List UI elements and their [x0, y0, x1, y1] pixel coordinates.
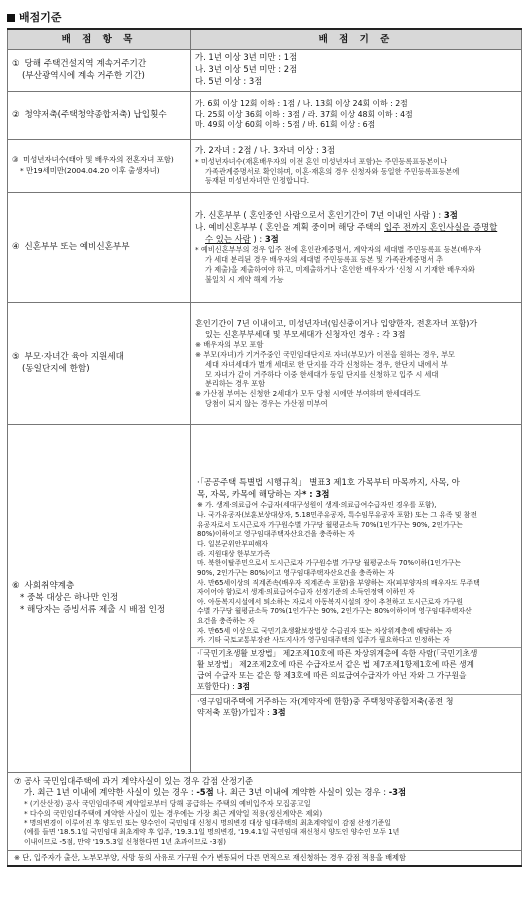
points-value: * : 3점 [301, 489, 330, 500]
item-cell [8, 302, 191, 424]
item-sublabel: (동일단지에 한함) [22, 364, 90, 374]
header-criteria: 배 점 기 준 [191, 29, 522, 49]
item-label: 미성년자녀수(태아 및 배우자의 전혼자녀 포함) [23, 154, 174, 164]
item-cell [8, 91, 191, 139]
vulnerable-group-subtable [191, 476, 521, 719]
item-cell [8, 139, 191, 192]
points-value: 3점 [264, 233, 279, 244]
criteria-line: 혼인기간이 7년 이내이고, 미성년자녀(임신중이거나 입양한자, 전혼자녀 포함)가 [195, 317, 478, 328]
item-number: ② [12, 109, 20, 120]
criteria-underlined: 입주 전까지 혼인사실을 증명할 [384, 221, 498, 232]
criteria-line: ·「국민기초생활 보장법」 제2조제10호에 따른 차상위계층에 속한 사람(「국민기초생 [197, 649, 478, 659]
criteria-line: 다. 25회 이상 36회 이하 : 3점 / 라. 37회 이상 48회 이하 : 4점 [195, 109, 413, 119]
criteria-note: 당첨이 되지 않는 경우는 가산점 미부여 [205, 398, 328, 408]
criteria-note: 요건을 충족하는 자 [197, 617, 255, 626]
points-value: 3점 [237, 681, 250, 691]
item-label: 당해 주택건설지역 계속거주기간 [24, 58, 147, 69]
criteria-note: 마. 북한이탈주민으로서 도시근로자 가구원수별 가구당 월평균소득 70%이하(1인가구는 [197, 559, 462, 568]
deduction-cell [8, 772, 522, 850]
criteria-note: 자이어야 함)로서 생계·의료급여수급자 선정기준의 소득인정액 이하인 자 [197, 588, 415, 597]
table-row [8, 192, 522, 302]
table-row [8, 139, 522, 192]
item-number: ⑥ [12, 580, 20, 591]
criteria-line: 다. 5년 이상 : 3점 [195, 75, 263, 86]
square-bullet-icon [7, 14, 15, 22]
section-heading [7, 8, 521, 28]
criteria-note: 다. 일본군위안부피해자 [197, 539, 268, 548]
criteria-note: * 예비신혼부부의 경우 입주 전에 혼인관계증명서, 계약자의 세대별 주민등록표 등본(배우자 [195, 245, 482, 255]
criteria-note: 가 세대 분리된 경우 배우자의 세대별 주민등록표 등본 및 가족관계증명서 추 [205, 255, 444, 265]
header-item: 배 점 항 목 [8, 29, 191, 49]
criteria-note: * (기산산정) 공사 국민임대주택 계약일로부터 당해 공급하는 주택의 예비입주자 모집공고일 [24, 799, 311, 809]
criteria-note: * 다수의 국민임대주택에 계약한 사실이 있는 경우에는 가장 최근 계약일 적용(정신계약은 제외) [24, 809, 323, 819]
criteria-line: 급여 수급자 또는 같은 항 제3호에 따른 의료급여수급자가 아닌 자와 그 가구원을 [197, 670, 467, 680]
criteria-cell [191, 192, 522, 302]
criteria-note: 불일치 시 계약 해제 가능 [205, 274, 284, 284]
criteria-note: * 미성년자녀수(재혼배우자의 이전 혼인 미성년자녀 포함)는 주민등록표등본이나 [195, 156, 448, 166]
criteria-line: 나. 3년 이상 5년 미만 : 2점 [195, 64, 298, 75]
criteria-note: 사. 만65세이상의 직계존속(배우자 직계존속 포함)을 부양하는 자(피부양자의 배우자도 무주택 [197, 578, 480, 587]
criteria-note: ※ 가산점 부여는 신청한 2세대가 모두 당첨 시에만 부여하며 한세대라도 [195, 389, 421, 399]
item-note: * 만19세미만(2004.04.20 이후 출생자녀) [20, 165, 160, 175]
section-heading-text: 배점기준 [19, 11, 62, 25]
criteria-note: 모 자녀가 같이 거주하다 이중 한세대가 동일 단지를 신청하고 입주 시 세대 [205, 369, 439, 379]
item-number: ③ [12, 154, 19, 164]
item-note: * 중복 대상은 하나만 인정 [20, 592, 119, 603]
item-number: ① [12, 58, 20, 69]
points-value: -3점 [388, 787, 407, 798]
criteria-underlined: 수 있는 사람 [205, 233, 251, 244]
criteria-line: 포함한다) : [197, 681, 238, 691]
table-row [8, 850, 522, 866]
subsection [191, 648, 521, 695]
item-label: 사회취약계층 [24, 580, 75, 591]
criteria-cell [191, 49, 522, 91]
criteria-note: (예를 들면 '18.5.1일 국민임대 최초계약 후 입주, '19.3.1일 명의변경, '19.4.1일 국민임대 재신청시 양도인 양수인 모두 1년 [24, 828, 400, 837]
item-cell [8, 192, 191, 302]
table-header-row [8, 29, 522, 49]
criteria-note: 수별 가구당 월평균소득 70%(1인가구는 90%, 2인가구는 80%이하이며 영구임대주택자산 [197, 607, 472, 616]
criteria-line: ) : [250, 233, 265, 244]
footnote: ※ 단, 입주자가 출산, 노부모부양, 사망 등의 사유로 가구원 수가 변동되어 다른 면적으로 재신청하는 경우 감점 적용을 배제함 [14, 852, 406, 862]
criteria-line: 가. 신혼부부 ( 혼인중인 사람으로서 혼인기간이 7년 이내인 사람 ) : [195, 209, 444, 220]
item-number: ⑤ [12, 351, 20, 362]
criteria-cell [191, 424, 522, 772]
criteria-note: 유공자로서 도시근로자 가구원수별 가구당 월평균소득 70%(1인가구는 90%, 2인가구는 [197, 520, 463, 529]
criteria-note: 가 제출)을 제출하여야 하고, 미제출하거나 '혼인한 배우자'가 '신청 시 기재한 배우자와 [205, 264, 475, 274]
item-number: ④ [12, 241, 20, 252]
subsection-heading: ·「공공주택 특별법 시행규칙」 별표3 제1호 가목부터 마목까지, 사목, 아 [197, 477, 460, 488]
criteria-cell [191, 302, 522, 424]
table-row [8, 424, 522, 772]
table-row [8, 49, 522, 91]
criteria-note: ※ 배우자의 부모 포함 [195, 340, 264, 350]
item-cell [8, 49, 191, 91]
points-value: 3점 [443, 209, 458, 220]
criteria-line: 약저축 포함)가입자 : [197, 708, 273, 718]
criteria-line: 나. 최근 3년 이내에 계약한 사실이 있는 경우 : [213, 787, 389, 798]
criteria-note: 나. 국가유공자(보훈보상대상자, 5.18민주유공자, 특수임무유공자 포함) 또는 그 유족 및 참전 [197, 510, 477, 519]
criteria-line: 있는 신혼부부세대 및 부모세대가 신청자인 경우 : 각 3점 [205, 328, 406, 339]
criteria-note: 이내이므로 -5점, 만약 '19.5.3일 신청한다면 1년 초과이므로 -3점) [24, 838, 226, 847]
criteria-line: 가. 6회 이상 12회 이하 : 1점 / 나. 13회 이상 24회 이하 : 2점 [195, 98, 408, 108]
table-row [8, 772, 522, 850]
points-value: -5점 [196, 787, 214, 798]
footnote-cell [8, 850, 522, 866]
criteria-cell [191, 91, 522, 139]
criteria-line: 나. 예비신혼부부 ( 혼인을 계획 중이며 해당 주택의 [195, 221, 385, 232]
subsection [191, 694, 521, 719]
criteria-note: 가족관계증명서로 확인하며, 이혼·재혼의 경우 신청자와 동일한 주민등록표등본에 [205, 166, 460, 176]
item-label: 신혼부부 또는 예비신혼부부 [24, 241, 130, 252]
subsection-heading: 목, 자목, 카목에 해당하는 자 [197, 489, 302, 500]
item-cell [8, 424, 191, 772]
criteria-note: 자. 만65세 이상으로 국민기초생활보장법상 수급권자 또는 차상위계층에 해당하는 자 [197, 626, 452, 635]
criteria-line: 활 보장법」 제2조제2호에 따른 수급자로서 같은 법 제7조제1항제1호에 따른 생계 [197, 660, 474, 670]
criteria-note: 라. 지원대상 한부모가족 [197, 549, 271, 558]
criteria-note: 아. 아동복지시설에서 퇴소하는 자로서 아동복지시설의 장이 추천하고 도시근로자 가구원 [197, 597, 463, 606]
criteria-note: ※ 부모(자녀)가 기거주중인 국민임대단지로 자녀(부모)가 이전을 원하는 경우, 부모 [195, 350, 455, 360]
criteria-line: 가. 최근 1년 이내에 계약한 사실이 있는 경우 : [24, 787, 197, 798]
points-value: 3점 [272, 708, 286, 718]
criteria-line: 마. 49회 이상 60회 이하 : 5점 / 바. 61회 이상 : 6점 [195, 120, 376, 130]
criteria-note: ※ 가. 생계·의료급여 수급자(세대구성원이 생계·의료급여수급자인 경우를 포함), [197, 501, 437, 510]
criteria-note: 80%)이하이고 영구임대주택자산요건을 충족하는 자 [197, 530, 355, 539]
item-sublabel: (부산광역시에 계속 거주한 기간) [22, 71, 145, 81]
criteria-note: 세대 자녀세대가 별개 세대로 한 단지를 각각 신청하는 경우, 한단지 내에서 부 [205, 359, 448, 369]
criteria-note: 카. 기타 국토교통부장관 사도지사가 영구임대주택의 입주가 필요하다고 인정하는 자 [197, 636, 450, 645]
criteria-cell [191, 139, 522, 192]
criteria-note: * 명의변경이 이루어진 후 양도인 또는 양수인이 국민임대 신청시 명의변경 대상 임대주택의 최초계약일이 감점 산정기준일 [24, 818, 391, 827]
table-row [8, 302, 522, 424]
scoring-table [7, 28, 522, 867]
subsection [191, 476, 521, 647]
item-note: * 해당자는 증빙서류 제출 시 배점 인정 [20, 605, 166, 616]
criteria-note: 90%, 2인가구는 80%)이고 영구임대주택자산요건을 충족하는 자 [197, 568, 395, 577]
item-label: 부모·자녀간 육아 지원세대 [24, 351, 124, 362]
criteria-note: 등재된 미성년자녀만 인정합니다. [205, 176, 310, 186]
criteria-line: 가. 2자녀 : 2점 / 나. 3자녀 이상 : 3점 [195, 144, 335, 155]
deduction-title: ⑦ 공사 국민임대주택에 과거 계약사실이 있는 경우 감점 산정기준 [14, 775, 254, 786]
table-row [8, 91, 522, 139]
item-label: 청약저축(주택청약종합저축) 납입횟수 [24, 109, 167, 120]
criteria-line: ·영구임대주택에 거주하는 자(계약자에 한함)중 주택청약종합저축(종전 청 [197, 696, 454, 706]
criteria-line: 가. 1년 이상 3년 미만 : 1점 [195, 52, 298, 63]
criteria-note: 분리하는 경우 포함 [205, 379, 266, 389]
